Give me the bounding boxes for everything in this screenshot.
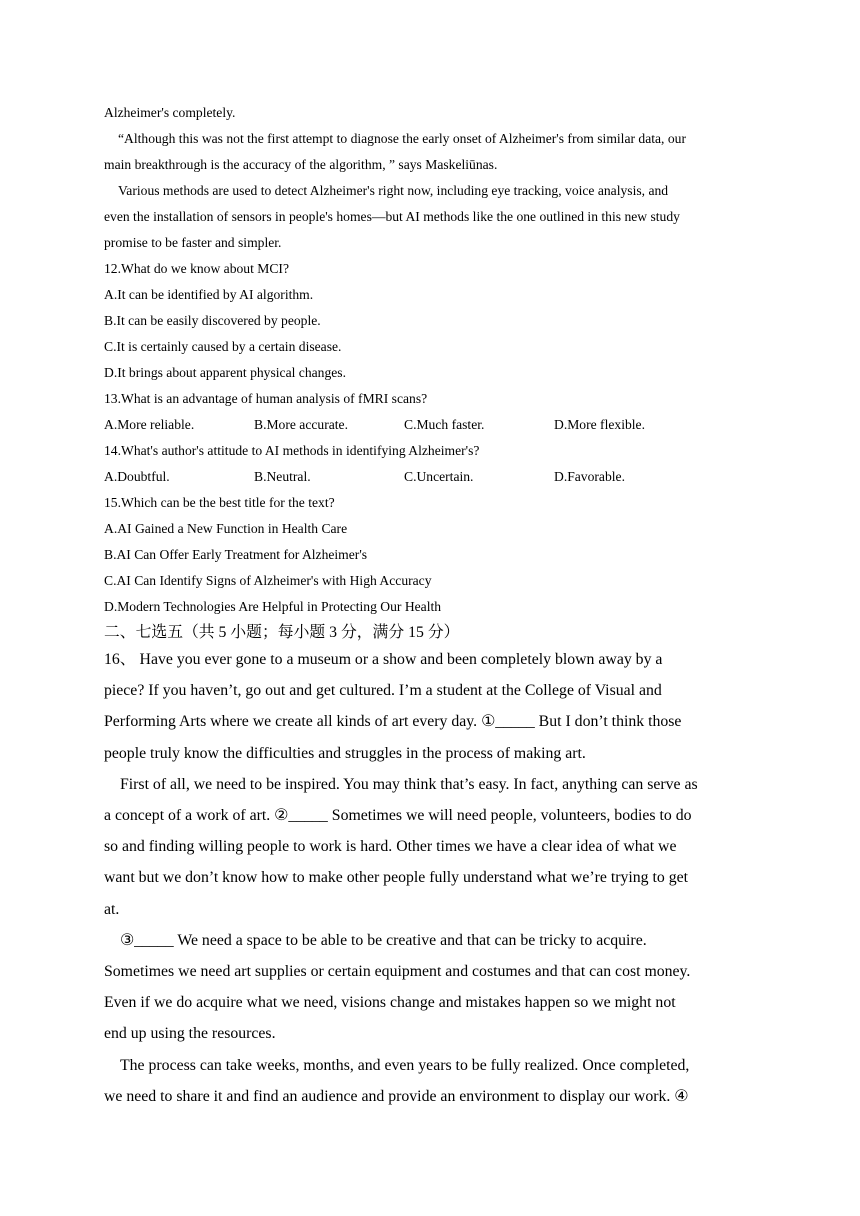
passage-line: people truly know the difficulties and struggles in the process of making art. bbox=[104, 744, 586, 762]
option-b: B.AI Can Offer Early Treatment for Alzheimer's bbox=[104, 547, 368, 562]
question-stem: 12.What do we know about MCI? bbox=[104, 261, 289, 276]
option-d: D.It brings about apparent physical changes. bbox=[104, 365, 346, 380]
passage-line: 16、 Have you ever gone to a museum or a show and been completely blown away by a bbox=[104, 651, 663, 668]
question-stem: 13.What is an advantage of human analysis of fMRI scans? bbox=[104, 391, 428, 406]
section-heading: 二、七选五（共 5 小题；每小题 3 分，满分 15 分） bbox=[104, 624, 460, 641]
passage-line: The process can take weeks, months, and even years to be fully realized. Once completed, bbox=[120, 1056, 690, 1074]
option-a: A.Doubtful. bbox=[104, 469, 170, 484]
cloze-passage bbox=[104, 644, 756, 1112]
option-c: C.It is certainly caused by a certain disease. bbox=[104, 339, 342, 354]
passage-line: so and finding willing people to work is hard. Other times we have a clear idea of what we bbox=[104, 838, 677, 856]
option-c: C.Uncertain. bbox=[404, 469, 474, 484]
options-row bbox=[104, 412, 756, 438]
question-stem: 14.What's author's attitude to AI methods in identifying Alzheimer's? bbox=[104, 443, 480, 458]
passage-ending bbox=[104, 100, 756, 1112]
passage-line: want but we don’t know how to make other people fully understand what we’re trying to get bbox=[104, 869, 689, 887]
passage-line: Alzheimer's completely. bbox=[104, 105, 236, 120]
passage-line: promise to be faster and simpler. bbox=[104, 235, 282, 250]
passage-line: end up using the resources. bbox=[104, 1025, 276, 1043]
option-b: B.Neutral. bbox=[254, 469, 311, 484]
passage-line: main breakthrough is the accuracy of the algorithm, ” says Maskeliūnas. bbox=[104, 157, 498, 172]
passage-line: ③_____ We need a space to be able to be creative and that can be tricky to acquire. bbox=[120, 931, 647, 949]
passage-line: a concept of a work of art. ②_____ Sometimes we will need people, volunteers, bodies to do bbox=[104, 807, 692, 825]
passage-line: Performing Arts where we create all kinds of art every day. ①_____ But I don’t think those bbox=[104, 713, 682, 731]
option-c: C.Much faster. bbox=[404, 417, 485, 432]
passage-line: Even if we do acquire what we need, visions change and mistakes happen so we might not bbox=[104, 994, 676, 1012]
passage-line: piece? If you haven’t, go out and get cultured. I’m a student at the College of Visual and bbox=[104, 682, 662, 700]
option-a: A.More reliable. bbox=[104, 417, 195, 432]
option-a: A.AI Gained a New Function in Health Care bbox=[104, 521, 348, 536]
question-14 bbox=[104, 438, 756, 490]
option-c: C.AI Can Identify Signs of Alzheimer's with High Accuracy bbox=[104, 573, 432, 588]
passage-line: “Although this was not the first attempt to diagnose the early onset of Alzheimer's from similar data, our bbox=[118, 131, 686, 146]
passage-line: Various methods are used to detect Alzheimer's right now, including eye tracking, voice analysis, and bbox=[118, 183, 669, 198]
option-a: A.It can be identified by AI algorithm. bbox=[104, 287, 314, 302]
passage-line: at. bbox=[104, 900, 120, 918]
passage-line: even the installation of sensors in people's homes—but AI methods like the one outlined in this new study bbox=[104, 209, 680, 224]
option-d: D.Modern Technologies Are Helpful in Protecting Our Health bbox=[104, 599, 442, 614]
question-12 bbox=[104, 256, 756, 386]
passage-line: we need to share it and find an audience and provide an environment to display our work. ④ bbox=[104, 1087, 689, 1105]
passage-line: First of all, we need to be inspired. You may think that’s easy. In fact, anything can serve as bbox=[120, 775, 698, 793]
passage-line: Sometimes we need art supplies or certain equipment and costumes and that can cost money. bbox=[104, 963, 691, 981]
question-stem: 15.Which can be the best title for the text? bbox=[104, 495, 335, 510]
option-b: B.More accurate. bbox=[254, 417, 348, 432]
option-d: D.More flexible. bbox=[554, 417, 645, 432]
option-d: D.Favorable. bbox=[554, 469, 625, 484]
question-13 bbox=[104, 386, 756, 438]
option-b: B.It can be easily discovered by people. bbox=[104, 313, 321, 328]
options-row bbox=[104, 464, 756, 490]
question-15 bbox=[104, 490, 756, 620]
